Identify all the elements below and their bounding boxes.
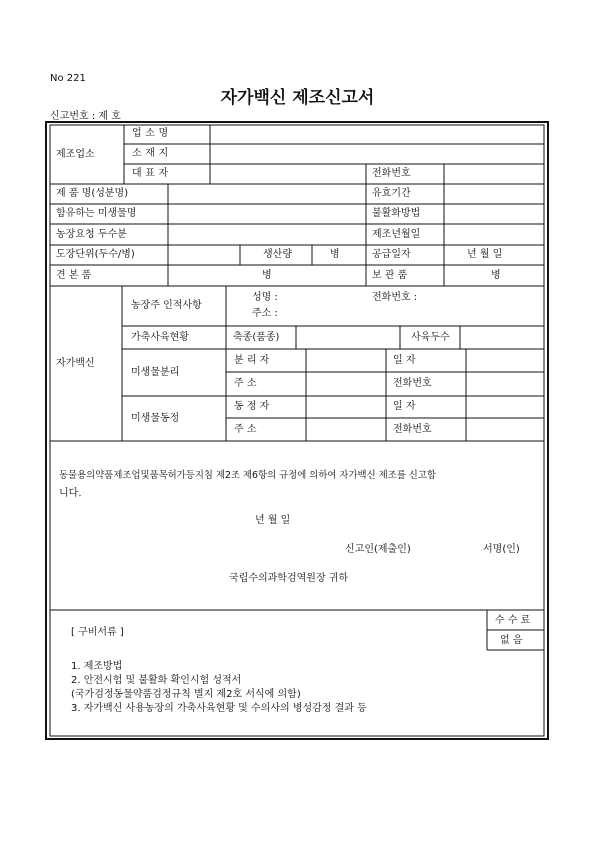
business-name-label: 업 소 명 bbox=[132, 128, 169, 139]
product-name-field[interactable] bbox=[169, 185, 365, 203]
representative-field[interactable] bbox=[211, 165, 365, 183]
fee-value: 없 음 bbox=[500, 635, 523, 646]
addressee: 국립수의과학검역원장 귀하 bbox=[229, 573, 349, 584]
identification-phone-label: 전화번호 bbox=[393, 424, 432, 435]
attachment-item: (국가검정동물약품검정규칙 별지 제2호 서식에 의함) bbox=[71, 689, 301, 700]
business-name-field[interactable] bbox=[211, 126, 543, 143]
inactivation-label: 불활화방법 bbox=[372, 208, 421, 219]
representative-label: 대 표 자 bbox=[132, 168, 169, 179]
attachments-title: [ 구비서류 ] bbox=[71, 627, 124, 638]
identification-address-field[interactable] bbox=[307, 419, 385, 440]
manufacturer-label: 제조업소 bbox=[56, 149, 95, 160]
location-label: 소 재 지 bbox=[132, 148, 169, 159]
identification-address-label: 주 소 bbox=[234, 424, 257, 435]
page-title: 자가백신 제조신고서 bbox=[220, 88, 375, 108]
head-count-field[interactable] bbox=[461, 327, 543, 348]
storage-label: 보 관 품 bbox=[372, 270, 408, 281]
expiry-label: 유효기간 bbox=[372, 188, 411, 199]
location-field[interactable] bbox=[211, 145, 543, 163]
isolation-phone-label: 전화번호 bbox=[393, 378, 432, 389]
vaccine-label: 자가백신 bbox=[56, 358, 95, 369]
mfg-date-field[interactable] bbox=[445, 225, 543, 244]
phone-label: 전화번호 bbox=[372, 168, 411, 179]
identification-label: 미생물동정 bbox=[131, 413, 180, 424]
identification-phone-field[interactable] bbox=[467, 419, 543, 440]
report-number: 신고번호 : 제 호 bbox=[50, 111, 121, 122]
isolator-field[interactable] bbox=[307, 350, 385, 371]
owner-phone-label: 전화번호 : bbox=[372, 292, 418, 303]
identifier-label: 동 정 자 bbox=[234, 401, 270, 412]
isolation-date-label: 일 자 bbox=[393, 355, 416, 366]
isolation-address-field[interactable] bbox=[307, 373, 385, 395]
isolation-phone-field[interactable] bbox=[467, 373, 543, 395]
attachment-item: 1. 제조방법 bbox=[71, 661, 123, 672]
expiry-field[interactable] bbox=[445, 185, 543, 203]
identification-date-label: 일 자 bbox=[393, 401, 416, 412]
identification-date-field[interactable] bbox=[467, 397, 543, 417]
head-count-label: 사육두수 bbox=[411, 332, 450, 343]
applicant-label: 신고인(제출인) bbox=[345, 544, 411, 555]
production-unit: 병 bbox=[330, 249, 340, 260]
breed-label: 축종(품종) bbox=[233, 332, 280, 343]
sample-unit: 병 bbox=[262, 270, 272, 281]
isolation-address-label: 주 소 bbox=[234, 378, 257, 389]
declaration-date: 년 월 일 bbox=[255, 515, 291, 526]
isolator-label: 분 리 자 bbox=[234, 355, 270, 366]
farm-count-field[interactable] bbox=[169, 225, 365, 244]
declaration-text-line1: 동물용의약품제조업및품목허가등지침 제2조 제6항의 규정에 의하여 자가백신 제조를 신고합 bbox=[59, 470, 436, 481]
attachment-item: 3. 자가백신 사용농장의 가축사육현황 및 수의사의 병성감정 결과 등 bbox=[71, 703, 367, 714]
identifier-field[interactable] bbox=[307, 397, 385, 417]
attachment-item: 2. 안전시험 및 불활화 확인시험 성적서 bbox=[71, 675, 242, 686]
inactivation-field[interactable] bbox=[445, 205, 543, 223]
farm-count-label: 농장요청 두수분 bbox=[56, 229, 127, 240]
supply-date-units: 년 월 일 bbox=[467, 249, 503, 260]
owner-address-label: 주소 : bbox=[252, 308, 278, 319]
sample-label: 견 본 품 bbox=[56, 270, 92, 281]
mfg-date-label: 제조년월일 bbox=[372, 229, 421, 240]
supply-date-label: 공급일자 bbox=[372, 249, 411, 260]
fee-label: 수 수 료 bbox=[495, 615, 531, 626]
pathogen-field[interactable] bbox=[169, 205, 365, 223]
storage-unit: 병 bbox=[491, 270, 501, 281]
document-number: No 221 bbox=[50, 73, 86, 84]
isolation-label: 미생물분리 bbox=[131, 367, 180, 378]
owner-name-label: 성명 : bbox=[252, 292, 278, 303]
breed-field[interactable] bbox=[297, 327, 399, 348]
declaration-text-line2: 니다. bbox=[59, 488, 82, 499]
signature-label: 서명(인) bbox=[483, 544, 520, 555]
phone-field[interactable] bbox=[445, 165, 543, 183]
product-name-label: 제 품 명(성분명) bbox=[56, 188, 129, 199]
package-unit-label: 도장단위(두수/병) bbox=[56, 249, 135, 260]
owner-info-label: 농장주 인적사항 bbox=[131, 300, 202, 311]
isolation-date-field[interactable] bbox=[467, 350, 543, 371]
production-label: 생산량 bbox=[263, 249, 292, 260]
pathogen-label: 함유하는 미생물명 bbox=[56, 208, 137, 219]
livestock-label: 가축사육현황 bbox=[131, 332, 189, 343]
